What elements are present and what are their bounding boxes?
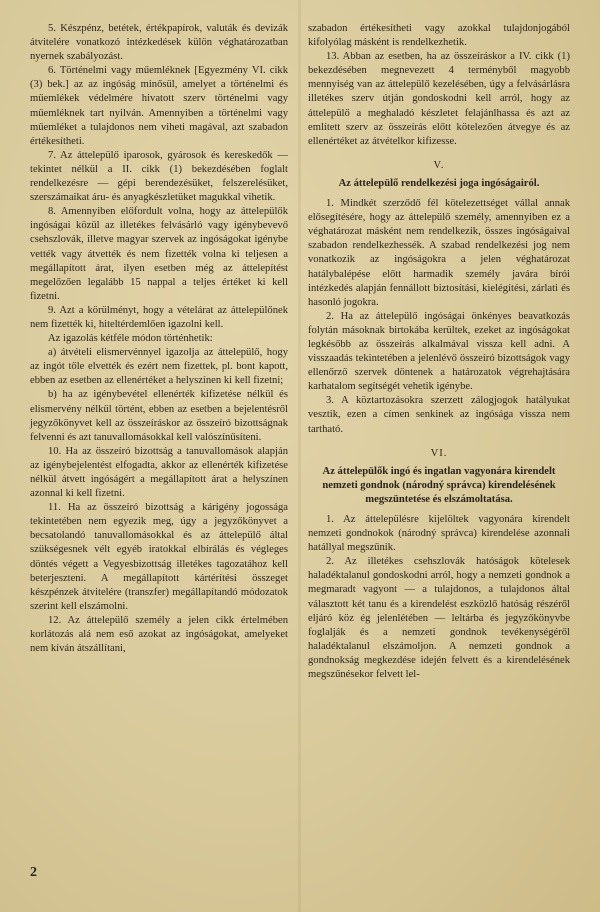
paragraph-11: 11. Ha az összeíró bizottság a kárigény jogossága tekintetében nem egyezik meg, úgy a jegyzőkönyvet a becsatolandó tanuvallomásokkal és az áttelepülő által szükségesnek vélt egyéb iratokkal elbírálás és végleges döntés végett a Vegyesbizottság illetékes tagozatához kell beterjeszteni. A megállapított kártérítési összeget készpénzek átvitelére (transzfer) megállapítandó módozatok szerint kell elszámolni. (30, 502, 288, 612)
paragraph-6: 6. Történelmi vagy műemléknek [Egyezmény VI. cikk (3) bek.] az az ingóság minősül, amelyet a történelmi és műemlékek védelmére hivatott szerv történelmi vagy műemléknek tart nyilván. Amennyiben a történelmi vagy műemléket a tulajdonos nem viheti magával, azt szabadon értékesítheti. (30, 65, 288, 147)
section-v-paragraph-2: 2. Ha az áttelepülő ingóságai önkényes beavatkozás folytán másoknak birtokába kerültek, ezeket az ingóságokat legkésőbb az összeírás alkalmával vissza kell adni. A visszaadás tekintetében a jelenlévő összeíró bizottságok vagy ellenőrző szervek döntenek a határozatok végrehajtására karhatalom segítségét vehetik igénybe. (308, 310, 570, 393)
paragraph-5: 5. Készpénz, betétek, értékpapírok, valuták és devizák átvitelére vonatkozó intézkedések külön véghatározatban nyernek szabályozást. (30, 23, 288, 63)
paragraph-8: 8. Amennyiben előfordult volna, hogy az áttelepülők ingóságai közül az illetékes felvásárló vagy igénybevevő csehszlovák, illetve magyar szervek az ingóságokat igénybe vették vagy átvették és nem fizették volna ki teljesen a megállapított árat, ilyen esetben még az áttelepítést megelőzően legalább 15 nappal a teljes értéket ki kell fizetni. (30, 206, 288, 302)
paragraph-13: 13. Abban az esetben, ha az összeíráskor a IV. cikk (1) bekezdésében megnevezett 4 terményből magyobb mennyiség van az áttelepülő kezelésében, úgy a felvásárlásra illetékes szerv útján gondoskodni kell arról, hogy az áttelepülő a meghaladó készletet felajánlhassa és azt az említett szerv az összeírás előtt kötelezően átvegye és az ellenértéket az átvételkor kifizesse. (308, 51, 570, 147)
paragraph-proof-a: a) átvételi elismervénnyel igazolja az áttelepülő, hogy az ingót tőle elvették és ezért nem fizettek, pl. bont kapott, ebben az esetben az ellenértéket a helyszínen ki kell fizetni; (30, 347, 288, 387)
section-v-numeral: V. (433, 159, 445, 171)
section-vi-paragraph-1: 1. Az áttelepülésre kijelöltek vagyonára kirendelt nemzeti gondnokok (národný správca) kirendelése azonnali hatállyal megszűnik. (308, 514, 570, 554)
paragraph-10: 10. Ha az összeíró bizottság a tanuvallomások alapján az igénybejelentést elfogadta, akkor az ellenérték kifizetése nélkül átvett ingóságért a megállapított árat a helyszínen azonnal ki kell fizetni. (30, 445, 288, 500)
section-vi-numeral: VI. (430, 447, 448, 459)
section-v-paragraph-1: 1. Mindkét szerződő fél kötelezettséget vállal annak elősegítésére, hogy az áttelepülő személy, amennyiben ez a véghatározat másként nem rendelkezik, összes ingóságaival szabadon rendelkezhessék. A szabad rendelkezési jog nem vonatkozik az ingóságokra a jelen véghatározat hatálybalépése előtt harmadik személy javára bírói intézkedés alapján fennállott biztosítási, kielégítési, zárlati és hasonló jogokra. (308, 198, 570, 308)
paragraph-7: 7. Az áttelepülő iparosok, gyárosok és kereskedők — tekintet nélkül a II. cikk (1) bekezdésében foglalt rendelkezésre — gépi berendezésüket, felszerelésüket, szerszámaikat áru- és anyagkészletüket magukkal vihetik. (30, 149, 288, 204)
paragraph-9: 9. Azt a körülményt, hogy a vételárat az áttelepülőnek nem fizették ki, hiteltérdemlően igazolni kell. (30, 304, 288, 330)
page-number: 2 (30, 865, 37, 880)
paragraph-12-continued: szabadon értékesítheti vagy azokkal tulajdonjogából kifolyólag másként is rendelkezhetik. (308, 23, 570, 49)
section-v-title: Az áttelepülő rendelkezési joga ingóságairól. (338, 177, 540, 189)
paragraph-12: 12. Az áttelepülő személy a jelen cikk értelmében korlátozás alá nem eső azokat az ingóságokat, amelyeket nem kíván átszállítani, (30, 614, 288, 655)
section-v-paragraph-3: 3. A köztartozásokra szerzett zálogjogok hatályukat vesztik, ezen a címen senkinek az ingósága vissza nem tartható. (308, 395, 570, 435)
section-vi-title: Az áttelepülők ingó és ingatlan vagyonára kirendelt nemzeti gondnok (národný správca) kirendelésének megszüntetése és elszámoltatása. (322, 465, 556, 505)
section-vi-paragraph-2: 2. Az illetékes csehszlovák hatóságok kötelesek haladéktalanul gondoskodni arról, hogy a nemzeti gondnok a megmaradt vagyont — a tulajdonos, a tulajdonos által választott két tanu és a kirendelést eszközlő hatóság részéről eljáró köz ég jelenlétében — leltárba és jegyzőkönyvbe foglalják és a nemzeti gondnok tevékenységéről haladéktalanul elszámoljon. A nemzeti gondnok a gondnokság megkezdése idején felvett és a kirendelésének megszűnésekor felvett lel- (308, 556, 570, 681)
paragraph-proof-intro: Az igazolás kétféle módon történhetik: (48, 333, 213, 345)
right-column (308, 22, 570, 682)
left-column (30, 22, 288, 656)
paragraph-proof-b: b) ha az igénybevétel ellenérték kifizetése nélkül és elismervény nélkül történt, ebben az esetben a bejelentésről jegyzőkönyvet kell az összeíráskor az összeíró bizottságnak felvenni és azt tanuvallomásokkal kell valószínűsíteni. (30, 389, 288, 443)
page-fold-shadow (298, 0, 301, 912)
